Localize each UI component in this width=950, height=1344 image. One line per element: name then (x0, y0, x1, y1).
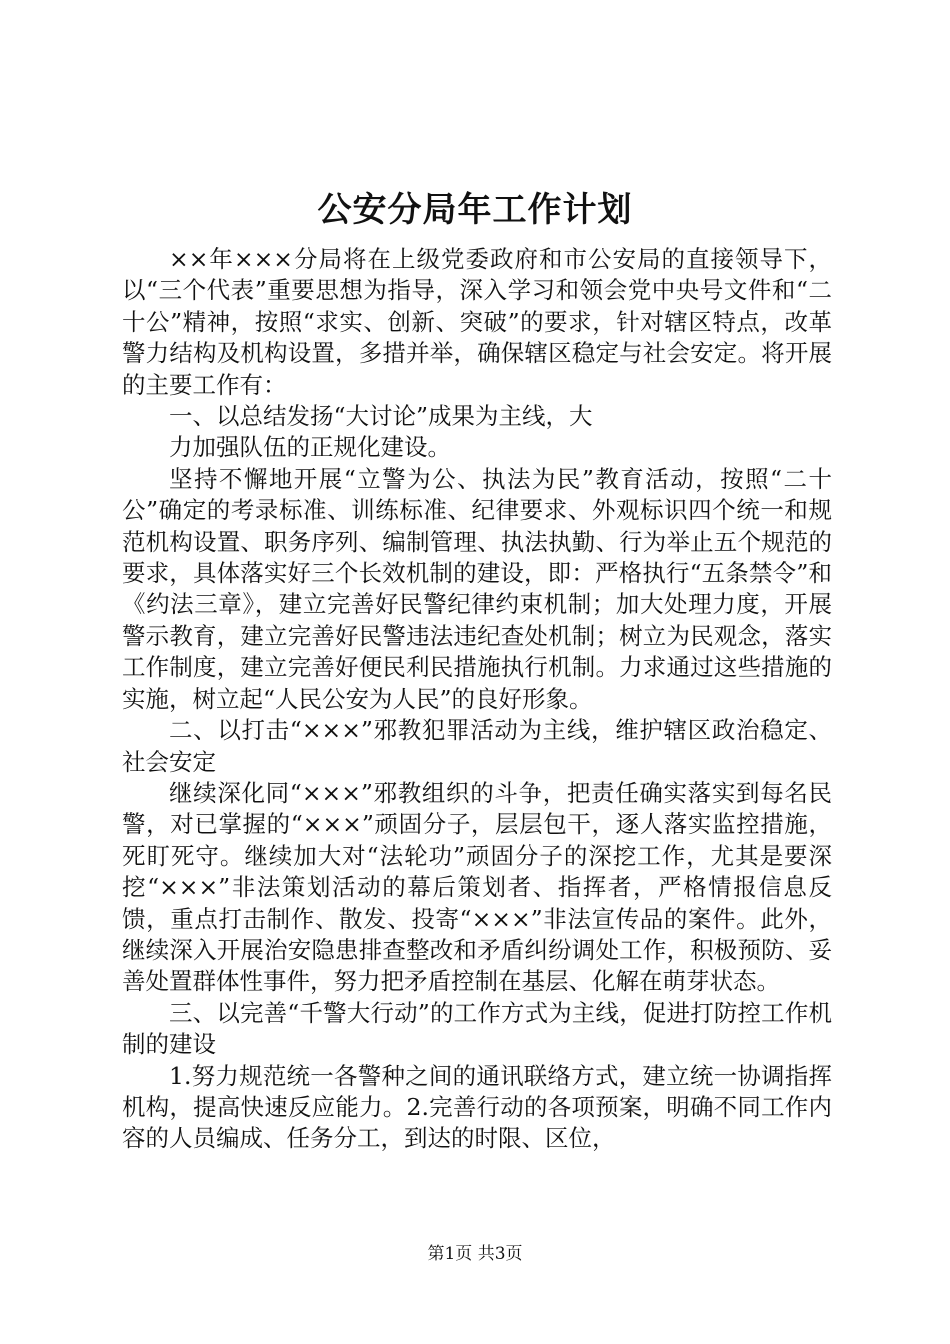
document-body (122, 244, 832, 1155)
page-footer: 第1页 共3页 (427, 1244, 523, 1264)
page-title: 公安分局年工作计划 (317, 190, 633, 230)
section-heading-1-continued: 力加强队伍的正规化建设。 (169, 433, 451, 462)
paragraph-intro: ××年×××分局将在上级党委政府和市公安局的直接领导下，以“三个代表”重要思想为指导，深入学习和领会党中央号文件和“二十公”精神，按照“求实、创新、突破”的要求，针对辖区特点，改革警力结构及机构设置，多措并举，确保辖区稳定与社会安定。将开展的主要工作有： (122, 245, 832, 399)
paragraph-section-3: 1.努力规范统一各警种之间的通讯联络方式，建立统一协调指挥机构，提高快速反应能力。2.完善行动的各项预案，明确不同工作内容的人员编成、任务分工，到达的时限、区位， (122, 1061, 832, 1153)
section-heading-1: 一、以总结发扬“大讨论”成果为主线，大 (169, 402, 593, 431)
section-heading-2: 二、以打击“×××”邪教犯罪活动为主线，维护辖区政治稳定、社会安定 (122, 716, 832, 776)
paragraph-section-1: 坚持不懈地开展“立警为公、执法为民”教育活动，按照“二十公”确定的考录标准、训练标准、纪律要求、外观标识四个统一和规范机构设置、职务序列、编制管理、执法执勤、行为举止五个规范的要求，具体落实好三个长效机制的建设，即：严格执行“五条禁令”和《约法三章》，建立完善好民警纪律约束机制；加大处理力度，开展警示教育，建立完善好民警违法违纪查处机制；树立为民观念，落实工作制度，建立完善好便民利民措施执行机制。力求通过这些措施的实施，树立起“人民公安为人民”的良好形象。 (122, 464, 832, 713)
paragraph-section-2: 继续深化同“×××”邪教组织的斗争，把责任确实落实到每名民警，对已掌握的“×××”顽固分子，层层包干，逐人落实监控措施，死盯死守。继续加大对“法轮功”顽固分子的深挖工作，尤其是要深挖“×××”非法策划活动的幕后策划者、指挥者，严格情报信息反馈，重点打击制作、散发、投寄“×××”非法宣传品的案件。此外，继续深入开展治安隐患排查整改和矛盾纠纷调处工作，积极预防、妥善处置群体性事件，努力把矛盾控制在基层、化解在萌芽状态。 (122, 778, 832, 996)
section-heading-3: 三、以完善“千警大行动”的工作方式为主线，促进打防控工作机制的建设 (122, 998, 832, 1059)
